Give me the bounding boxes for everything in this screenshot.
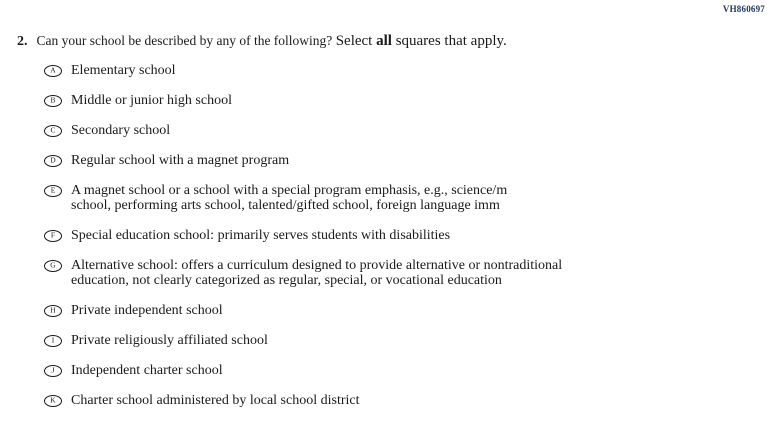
option-text [71, 123, 773, 138]
option-row-C[interactable] [44, 123, 773, 138]
answer-oval-letter: A [50, 65, 56, 75]
options-list [44, 63, 773, 423]
option-line: Private religiously affiliated school [71, 333, 268, 348]
question-instruction-prefix: Select [335, 33, 377, 49]
option-row-A[interactable] [44, 63, 773, 78]
option-text [71, 363, 773, 378]
option-line: Special education school: primarily serves students with disabilities [71, 228, 451, 243]
answer-oval-K[interactable] [44, 395, 62, 407]
option-row-B[interactable] [44, 93, 773, 108]
answer-oval-I[interactable] [44, 335, 62, 347]
answer-oval-letter: H [50, 305, 56, 315]
option-row-E[interactable] [44, 183, 773, 213]
option-text [71, 93, 773, 108]
option-text [71, 303, 773, 318]
option-text [71, 153, 773, 168]
option-line: Private independent school [71, 303, 223, 318]
answer-oval-F[interactable] [44, 230, 62, 242]
answer-oval-H[interactable] [44, 305, 62, 317]
option-row-D[interactable] [44, 153, 773, 168]
answer-oval-B[interactable] [44, 95, 62, 107]
option-row-K[interactable] [44, 393, 773, 408]
option-text [71, 393, 773, 408]
option-text [71, 258, 773, 288]
option-row-H[interactable] [44, 303, 773, 318]
answer-oval-letter: B [50, 95, 56, 105]
option-line: A magnet school or a school with a special program emphasis, e.g., science/m [71, 183, 508, 198]
option-text [71, 228, 773, 243]
answer-oval-letter: I [51, 335, 55, 345]
question-number: 2. [17, 34, 28, 49]
answer-oval-letter: J [51, 365, 55, 375]
answer-oval-letter: G [50, 260, 56, 270]
answer-oval-letter: F [50, 230, 56, 240]
answer-oval-C[interactable] [44, 125, 62, 137]
answer-oval-J[interactable] [44, 365, 62, 377]
question-text-main: Can your school be described by any of the following? [36, 33, 336, 48]
option-line: school, performing arts school, talented/gifted school, foreign language imm [71, 198, 500, 213]
answer-oval-D[interactable] [44, 155, 62, 167]
question [17, 33, 507, 50]
question-instruction [336, 33, 507, 49]
option-row-J[interactable] [44, 363, 773, 378]
answer-oval-letter: K [50, 395, 56, 405]
question-text [37, 33, 507, 50]
answer-oval-letter: C [50, 125, 56, 135]
option-line: Charter school administered by local school district [71, 393, 360, 408]
option-line: education, not clearly categorized as regular, special, or vocational education [71, 273, 502, 288]
option-line: Elementary school [71, 63, 176, 78]
form-code: VH860697 [722, 4, 765, 14]
option-line: Middle or junior high school [71, 93, 232, 108]
option-text [71, 183, 773, 213]
option-line: Secondary school [71, 123, 171, 138]
option-text [71, 63, 773, 78]
option-row-I[interactable] [44, 333, 773, 348]
question-instruction-suffix: squares that apply. [391, 33, 507, 49]
answer-oval-A[interactable] [44, 65, 62, 77]
option-line: Independent charter school [71, 363, 223, 378]
option-row-G[interactable] [44, 258, 773, 288]
option-row-F[interactable] [44, 228, 773, 243]
answer-oval-E[interactable] [44, 185, 62, 197]
answer-oval-letter: D [50, 155, 56, 165]
option-line: Alternative school: offers a curriculum designed to provide alternative or nontraditional [71, 258, 563, 273]
answer-oval-letter: E [50, 185, 56, 195]
question-instruction-bold: all [376, 33, 392, 49]
option-text [71, 333, 773, 348]
answer-oval-G[interactable] [44, 260, 62, 272]
option-line: Regular school with a magnet program [71, 153, 290, 168]
